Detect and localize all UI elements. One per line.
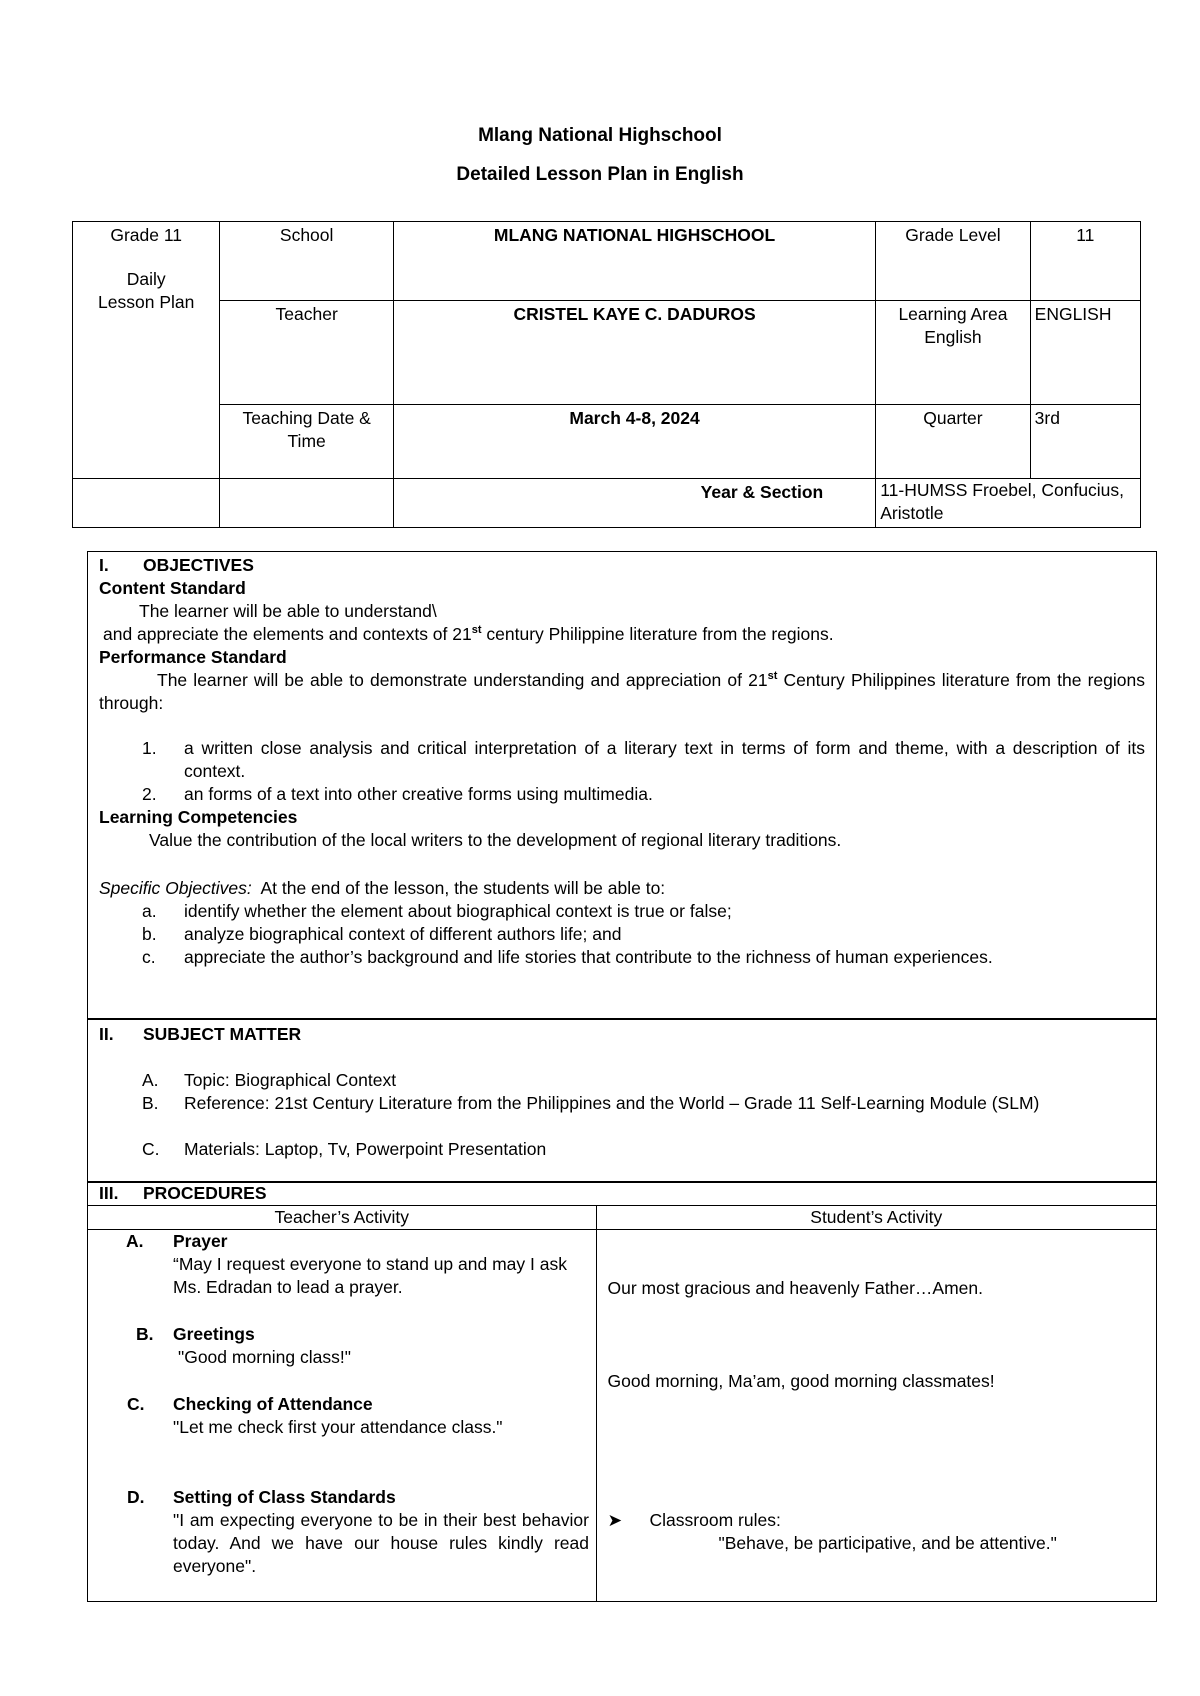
teacher-activity-header: Teacher’s Activity bbox=[88, 1206, 597, 1230]
objectives-section bbox=[87, 551, 1157, 1020]
subject-item: Reference: 21st Century Literature from the Philippines and the World – Grade 11 Self-Learning Module (SLM) bbox=[184, 1093, 1040, 1113]
quarter-label: Quarter bbox=[876, 405, 1030, 479]
step-teacher-text: “May I request everyone to stand up and may I ask Ms. Edradan to lead a prayer. bbox=[173, 1254, 567, 1297]
step-student-quote: "Behave, be participative, and be attentive." bbox=[718, 1533, 1057, 1553]
subject-matter-heading: SUBJECT MATTER bbox=[143, 1024, 302, 1044]
step-teacher-text: "I am expecting everyone to be in their best behavior today. And we have our house rules kindly read everyone". bbox=[173, 1510, 589, 1576]
teaching-date-value: March 4-8, 2024 bbox=[393, 405, 875, 479]
year-section-label: Year & Section bbox=[393, 479, 875, 528]
content-standard-text-2: and appreciate the elements and contexts of 21st century Philippine literature from the regions. bbox=[103, 624, 834, 644]
subject-matter-heading-number: II. bbox=[99, 1024, 114, 1044]
year-section-value: 11-HUMSS Froebel, Confucius, Aristotle bbox=[876, 479, 1141, 528]
procedures-table bbox=[87, 1181, 1157, 1602]
empty-cell bbox=[73, 479, 220, 528]
teacher-value: CRISTEL KAYE C. DADUROS bbox=[393, 301, 875, 405]
step-student-text: Good morning, Ma’am, good morning classmates! bbox=[607, 1371, 995, 1391]
student-activity-cell bbox=[596, 1230, 1156, 1602]
teaching-date-label: Teaching Date & Time bbox=[220, 405, 393, 479]
step-letter: B. bbox=[136, 1324, 154, 1344]
grade-level-value: 11 bbox=[1030, 222, 1140, 301]
performance-item: an forms of a text into other creative forms using multimedia. bbox=[184, 784, 653, 804]
learning-competencies-label: Learning Competencies bbox=[99, 807, 298, 827]
lesson-info-table bbox=[72, 221, 1141, 528]
plan-title: Detailed Lesson Plan in English bbox=[456, 164, 744, 185]
step-teacher-text: "Let me check first your attendance class." bbox=[173, 1417, 503, 1437]
grade-cell bbox=[73, 222, 220, 479]
step-title: Checking of Attendance bbox=[173, 1394, 373, 1414]
specific-item: identify whether the element about biographical context is true or false; bbox=[184, 901, 732, 921]
step-student-text: Classroom rules: bbox=[649, 1510, 781, 1530]
performance-item: a written close analysis and critical interpretation of a literary text in terms of form and theme, with a description of its context. bbox=[184, 738, 1145, 781]
content-standard-text-1: The learner will be able to understand\ bbox=[139, 601, 437, 621]
step-title: Greetings bbox=[173, 1324, 255, 1344]
specific-objectives: Specific Objectives: At the end of the lesson, the students will be able to: bbox=[99, 878, 666, 898]
school-title: Mlang National Highschool bbox=[478, 125, 722, 146]
teacher-activity-cell bbox=[88, 1230, 597, 1602]
step-teacher-text: "Good morning class!" bbox=[178, 1347, 351, 1367]
performance-item-number: 1. bbox=[142, 738, 157, 758]
specific-item-letter: b. bbox=[142, 924, 157, 944]
learning-area-label: Learning Area English bbox=[876, 301, 1030, 405]
step-letter: A. bbox=[126, 1231, 144, 1251]
student-activity-header: Student’s Activity bbox=[596, 1206, 1156, 1230]
learning-area-value: ENGLISH bbox=[1030, 301, 1140, 405]
objectives-heading: OBJECTIVES bbox=[143, 555, 254, 575]
performance-item-number: 2. bbox=[142, 784, 157, 804]
content-standard-label: Content Standard bbox=[99, 578, 246, 598]
grade-label: Grade 11 bbox=[110, 225, 183, 245]
subject-item-letter: C. bbox=[142, 1139, 160, 1159]
performance-standard-label: Performance Standard bbox=[99, 647, 287, 667]
subject-item-letter: A. bbox=[142, 1070, 159, 1090]
step-title: Setting of Class Standards bbox=[173, 1487, 396, 1507]
specific-item-letter: a. bbox=[142, 901, 157, 921]
step-letter: C. bbox=[127, 1394, 145, 1414]
subject-item: Topic: Biographical Context bbox=[184, 1070, 397, 1090]
subject-matter-section bbox=[87, 1018, 1157, 1183]
learning-competencies-text: Value the contribution of the local writers to the development of regional literary traditions. bbox=[149, 830, 842, 850]
daily-lesson-plan-label: Daily Lesson Plan bbox=[98, 268, 195, 312]
performance-standard-text: The learner will be able to demonstrate understanding and appreciation of 21st Century Philippines literature from the regions through: bbox=[99, 670, 1146, 713]
subject-item-letter: B. bbox=[142, 1093, 159, 1113]
teacher-label: Teacher bbox=[220, 301, 393, 405]
empty-cell bbox=[220, 479, 393, 528]
step-title: Prayer bbox=[173, 1231, 228, 1251]
specific-item: analyze biographical context of different authors life; and bbox=[184, 924, 622, 944]
procedures-heading: PROCEDURES bbox=[143, 1183, 267, 1203]
specific-item-letter: c. bbox=[142, 947, 156, 967]
bullet-arrow-icon: ➤ bbox=[607, 1510, 623, 1530]
quarter-value: 3rd bbox=[1030, 405, 1140, 479]
subject-item: Materials: Laptop, Tv, Powerpoint Presentation bbox=[184, 1139, 547, 1159]
grade-level-label: Grade Level bbox=[876, 222, 1030, 301]
procedures-heading-number: III. bbox=[99, 1183, 119, 1203]
specific-item: appreciate the author’s background and life stories that contribute to the richness of human experiences. bbox=[184, 947, 993, 967]
step-student-text: Our most gracious and heavenly Father…Amen. bbox=[607, 1278, 983, 1298]
procedures-heading-row bbox=[88, 1182, 1157, 1206]
school-value: MLANG NATIONAL HIGHSCHOOL bbox=[393, 222, 875, 301]
objectives-heading-number: I. bbox=[99, 555, 109, 575]
step-letter: D. bbox=[127, 1487, 145, 1507]
school-label: School bbox=[220, 222, 393, 301]
